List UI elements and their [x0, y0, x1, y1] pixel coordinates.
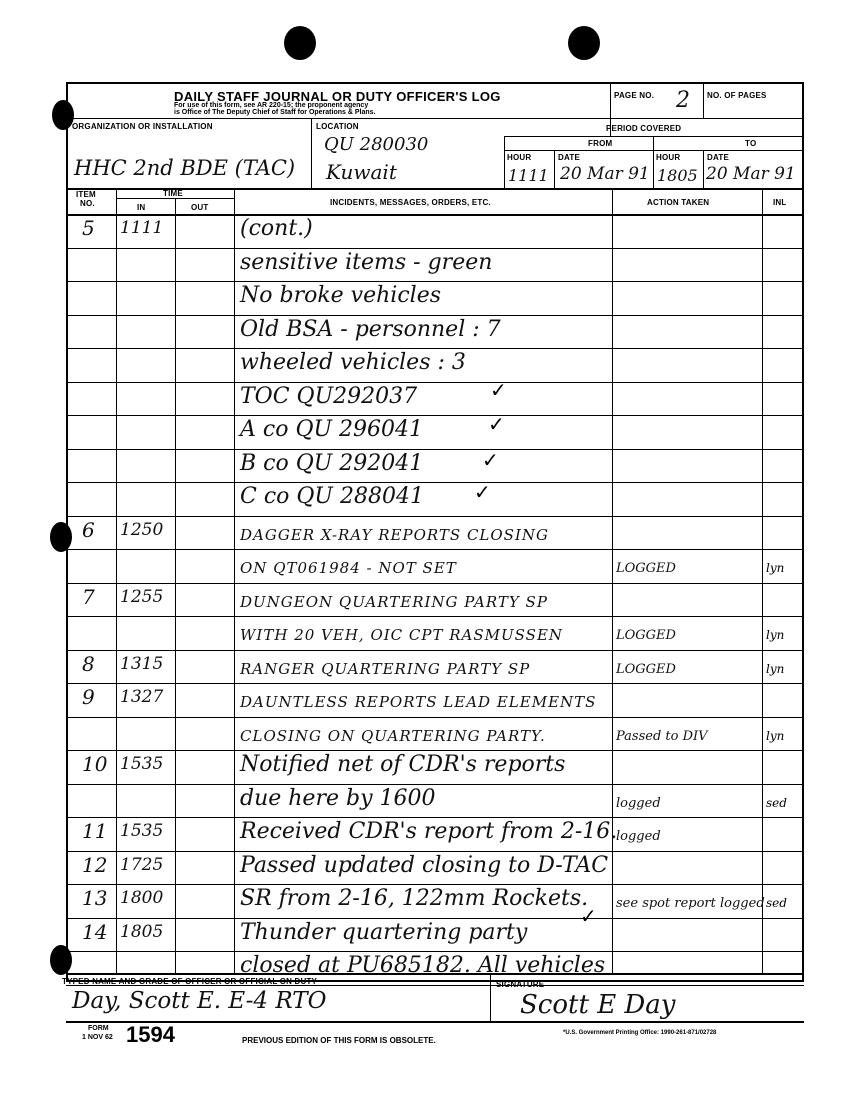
item-number: 12: [82, 852, 108, 877]
time-in: 1255: [120, 586, 164, 607]
incident-text: Thunder quartering party: [240, 919, 528, 945]
time-in: 1725: [120, 854, 164, 875]
item-number: 9: [82, 685, 95, 709]
action-taken: LOGGED: [616, 628, 676, 643]
from-date-label: DATE: [558, 153, 580, 162]
initials: lyn: [766, 728, 785, 743]
checkmark-4: ✓: [474, 480, 491, 504]
item-number: 14: [82, 919, 108, 944]
printing-office-notice: *U.S. Government Printing Office: 1990-261-871/02728: [563, 1030, 717, 1036]
initials: sed: [766, 795, 787, 810]
item-number: 8: [82, 651, 95, 676]
location-label: LOCATION: [316, 122, 359, 131]
to-label: TO: [745, 139, 757, 148]
incident-text: sensitive items - green: [240, 249, 493, 275]
time-in: 1315: [120, 653, 164, 674]
row-divider: [66, 851, 804, 852]
action-taken: LOGGED: [616, 561, 676, 576]
form-number: 1594: [126, 1022, 175, 1047]
row-divider: [66, 717, 804, 718]
incident-text: A co QU 296041: [240, 417, 423, 442]
signature-value: Scott E Day: [520, 990, 676, 1020]
incident-text: C co QU 288041: [240, 484, 424, 509]
checkmark-2: ✓: [488, 412, 505, 436]
from-label: FROM: [588, 139, 613, 148]
checkmark-5: ✓: [580, 904, 597, 928]
form-subtitle-line1: For use of this form, see AR 220-15; the proponent agency: [174, 102, 369, 109]
checkmark-1: ✓: [490, 378, 507, 402]
organization-value: HHC 2nd BDE (TAC): [74, 156, 296, 180]
incident-text: wheeled vehicles : 3: [240, 350, 466, 375]
row-divider: [66, 650, 804, 651]
location-value-1: QU 280030: [324, 134, 429, 155]
action-taken: logged: [616, 829, 661, 844]
row-divider: [66, 784, 804, 785]
row-divider: [66, 516, 804, 517]
time-label: TIME: [163, 189, 183, 198]
action-taken: see spot report logged: [616, 896, 765, 911]
time-in: 1327: [120, 687, 164, 707]
time-in: 1805: [120, 921, 164, 942]
punch-hole-right: [568, 26, 600, 60]
action-taken: LOGGED: [616, 661, 676, 677]
period-covered-label: PERIOD COVERED: [606, 124, 682, 133]
from-hour-value: 1111: [508, 166, 549, 185]
incident-text: Received CDR's report from 2-16.: [240, 819, 618, 844]
item-number: 13: [82, 886, 108, 910]
out-label: OUT: [191, 203, 209, 212]
to-date-label: DATE: [707, 153, 729, 162]
item-number: 7: [82, 584, 95, 609]
incident-text: closed at PU685182. All vehicles: [240, 953, 606, 978]
item-number: 6: [82, 517, 95, 542]
row-divider: [66, 918, 804, 919]
row-divider: [66, 583, 804, 584]
initials: lyn: [766, 661, 785, 676]
row-divider: [66, 884, 804, 885]
row-divider: [66, 482, 804, 483]
to-hour-value: 1805: [657, 166, 698, 185]
row-divider: [66, 281, 804, 282]
previous-edition-notice: PREVIOUS EDITION OF THIS FORM IS OBSOLETE.: [242, 1036, 436, 1045]
incident-text: B co QU 292041: [240, 450, 424, 476]
from-hour-label: HOUR: [507, 153, 532, 162]
row-divider: [66, 683, 804, 684]
item-number: 5: [82, 216, 95, 240]
action-taken-label: ACTION TAKEN: [647, 198, 710, 207]
time-in: 1535: [120, 754, 164, 774]
incident-text: Notified net of CDR's reports: [240, 752, 566, 777]
row-divider: [66, 348, 804, 349]
row-divider: [66, 315, 804, 316]
incident-text: ON QT061984 - NOT SET: [240, 559, 457, 577]
location-value-2: Kuwait: [326, 160, 397, 184]
form-date: 1 NOV 62: [82, 1034, 113, 1041]
organization-label: ORGANIZATION OR INSTALLATION: [72, 122, 213, 131]
time-in: 1800: [120, 888, 164, 908]
initials: lyn: [766, 561, 785, 575]
row-divider: [66, 382, 804, 383]
no-of-pages-label: NO. OF PAGES: [707, 91, 767, 100]
item-label-1: ITEM: [76, 190, 96, 199]
item-label-2: NO.: [80, 199, 95, 208]
initials: lyn: [766, 628, 785, 642]
item-number: 10: [82, 752, 108, 776]
form-subtitle-line2: is Office of The Deputy Chief of Staff for Operations & Plans.: [174, 109, 376, 116]
checkmark-3: ✓: [482, 448, 499, 472]
form-word: FORM: [88, 1025, 109, 1032]
row-divider: [66, 415, 804, 416]
inl-label: INL: [773, 198, 787, 207]
to-hour-label: HOUR: [656, 153, 681, 162]
incident-text: DAUNTLESS REPORTS LEAD ELEMENTS: [240, 693, 597, 711]
incident-text: Old BSA - personnel : 7: [240, 316, 501, 342]
page-no-value: 2: [676, 88, 690, 113]
action-taken: Passed to DIV: [616, 728, 708, 744]
time-in: 1535: [120, 821, 164, 841]
row-divider: [66, 817, 804, 818]
signature-label: SIGNATURE: [496, 980, 545, 989]
incidents-label: INCIDENTS, MESSAGES, ORDERS, ETC.: [330, 198, 491, 207]
incident-text: due here by 1600: [240, 785, 436, 811]
typed-name-value: Day, Scott E. E-4 RTO: [72, 988, 327, 1014]
incident-text: RANGER QUARTERING PARTY SP: [240, 659, 531, 678]
row-divider: [66, 951, 804, 952]
in-label: IN: [137, 203, 146, 212]
incident-text: TOC QU292037: [240, 383, 418, 409]
form-title: DAILY STAFF JOURNAL OR DUTY OFFICER'S LOG: [174, 89, 501, 104]
incident-text: SR from 2-16, 122mm Rockets.: [240, 886, 589, 911]
incident-text: CLOSING ON QUARTERING PARTY.: [240, 726, 546, 745]
row-divider: [66, 616, 804, 617]
incident-text: WITH 20 VEH, OIC CPT RASMUSSEN: [240, 626, 564, 644]
time-in: 1111: [120, 218, 164, 238]
to-date-value: 20 Mar 91: [706, 164, 796, 184]
action-taken: logged: [616, 795, 661, 811]
from-date-value: 20 Mar 91: [560, 164, 650, 184]
punch-hole-left: [284, 26, 316, 60]
incident-text: No broke vehicles: [240, 283, 441, 308]
row-divider: [66, 449, 804, 450]
row-divider: [66, 549, 804, 550]
row-divider: [66, 750, 804, 751]
incident-text: (cont.): [240, 216, 313, 241]
incident-text: DUNGEON QUARTERING PARTY SP: [240, 592, 548, 611]
typed-name-label: TYPED NAME AND GRADE OF OFFICER OR OFFICIAL ON DUTY: [62, 977, 318, 986]
page-no-label: PAGE NO.: [614, 91, 655, 100]
time-in: 1250: [120, 519, 164, 540]
incident-text: DAGGER X-RAY REPORTS CLOSING: [240, 525, 549, 544]
row-divider: [66, 248, 804, 249]
item-number: 11: [82, 819, 108, 843]
incident-text: Passed updated closing to D-TAC: [240, 852, 609, 878]
initials: sed: [766, 896, 787, 910]
